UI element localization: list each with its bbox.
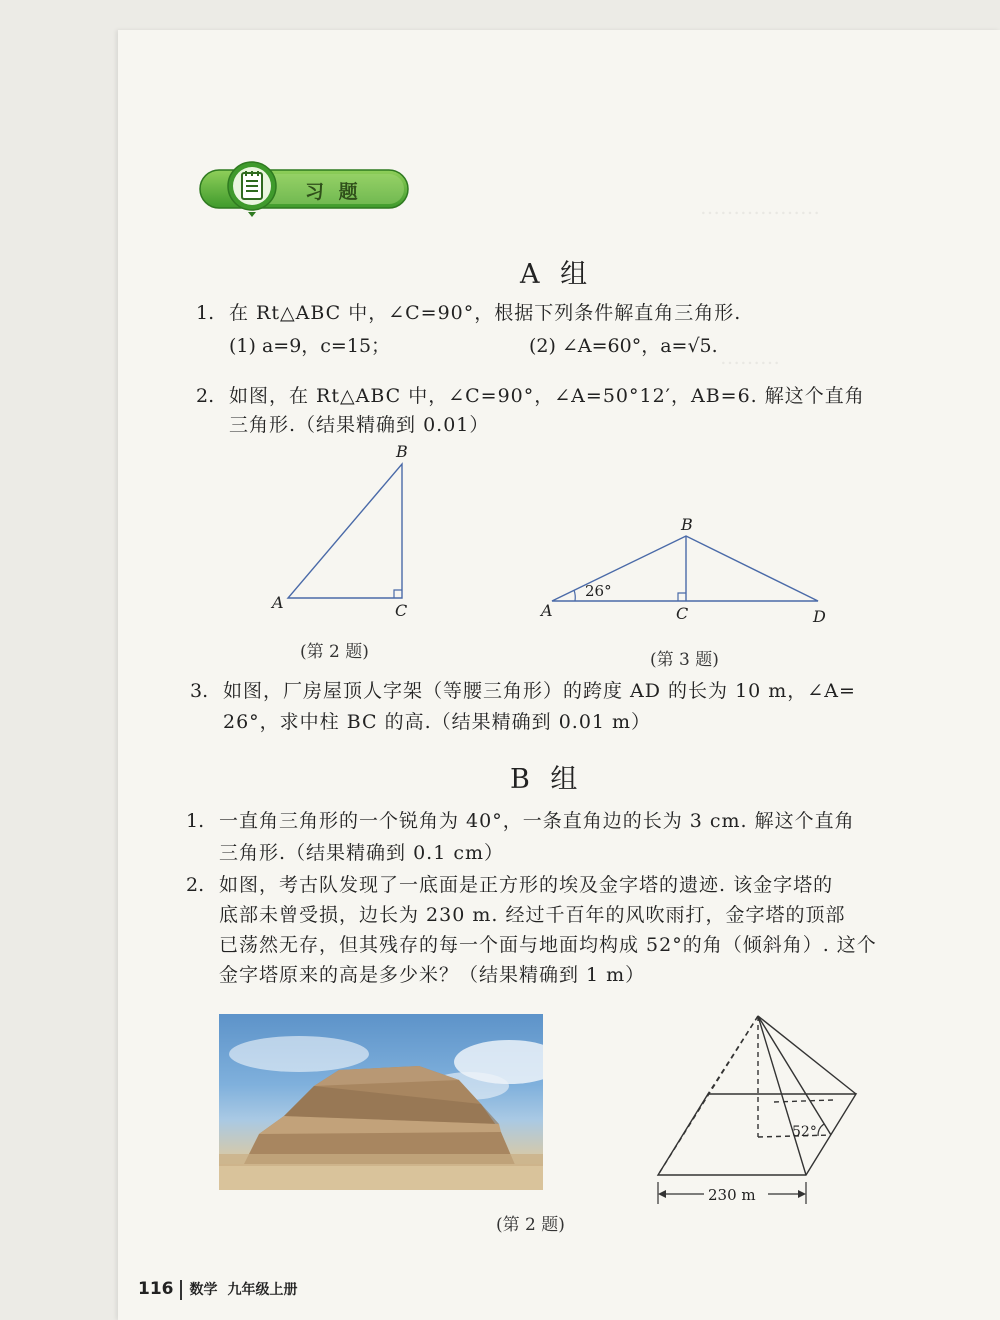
square-base xyxy=(658,1094,856,1175)
figure-2-caption: (第 2 题) xyxy=(300,642,369,662)
question-number: 2. xyxy=(186,874,205,896)
question-part-1: (1) a=9，c=15； xyxy=(229,335,391,357)
question-a3 xyxy=(190,676,910,740)
vertex-label-b: B xyxy=(681,515,693,534)
exercise-header-label: 习 题 xyxy=(305,181,362,203)
question-line-2: 26°，求中柱 BC 的高.（结果精确到 0.01 m） xyxy=(223,711,652,733)
show-through: ……………… xyxy=(700,195,820,219)
question-line-3: 已荡然无存，但其残存的每一个面与地面均构成 52°的角（倾斜角）. 这个 xyxy=(219,934,877,956)
question-number: 3. xyxy=(190,680,209,702)
right-edge xyxy=(758,1016,856,1094)
exercise-header-badge xyxy=(198,160,410,218)
right-angle-mark xyxy=(394,590,402,598)
notepad-icon xyxy=(242,171,262,199)
question-b2 xyxy=(186,870,906,1000)
question-b1 xyxy=(186,806,906,870)
angle-label: 52° xyxy=(792,1124,817,1140)
question-text: 在 Rt△ABC 中，∠C=90°，根据下列条件解直角三角形. xyxy=(229,302,742,324)
group-a-title: A 组 xyxy=(520,259,594,290)
vertex-label-b: B xyxy=(396,442,408,461)
slant-height xyxy=(758,1016,831,1135)
group-b-title: B 组 xyxy=(510,764,584,795)
vertex-label-a: A xyxy=(272,593,284,612)
arrow-right-icon xyxy=(798,1190,806,1198)
question-number: 1. xyxy=(196,302,215,324)
vertex-label-c: C xyxy=(676,604,689,623)
triangle-abc xyxy=(288,464,402,598)
show-through: ……… xyxy=(720,345,780,369)
page-footer xyxy=(138,1279,298,1300)
angle-label: 26° xyxy=(585,582,612,600)
question-number: 1. xyxy=(186,810,205,832)
grade-label: 九年级上册 xyxy=(227,1282,298,1298)
vertex-label-c: C xyxy=(395,601,408,620)
question-part-2: (2) ∠A=60°，a=√5. xyxy=(529,335,718,357)
page-number: 116 xyxy=(138,1279,174,1299)
figure-3-caption: (第 3 题) xyxy=(650,650,719,670)
vertex-label-a: A xyxy=(541,601,553,620)
question-line-2: 底部未曾受损，边长为 230 m. 经过千百年的风吹雨打，金字塔的顶部 xyxy=(219,904,846,926)
question-line-1: 一直角三角形的一个锐角为 40°，一条直角边的长为 3 cm. 解这个直角 xyxy=(219,810,855,832)
figure-3-roof-truss xyxy=(535,512,835,630)
angle-arc xyxy=(574,590,575,601)
question-a1 xyxy=(196,298,916,362)
figure-2-right-triangle xyxy=(260,440,430,625)
arrow-down-icon xyxy=(248,212,256,217)
vertex-label-d: D xyxy=(813,607,826,626)
question-a2 xyxy=(196,381,916,445)
question-line-1: 如图，考古队发现了一底面是正方形的埃及金字塔的遗迹. 该金字塔的 xyxy=(219,874,834,896)
right-angle-mark xyxy=(678,593,686,601)
question-line-2: 三角形.（结果精确到 0.1 cm） xyxy=(219,842,504,864)
front-edge xyxy=(758,1016,806,1175)
angle-arc xyxy=(818,1124,824,1136)
question-number: 2. xyxy=(196,385,215,407)
pyramid-photo xyxy=(219,1014,543,1190)
question-line-1: 如图，厂房屋顶人字架（等腰三角形）的跨度 AD 的长为 10 m，∠A= xyxy=(223,680,856,702)
book-title: 数学 xyxy=(189,1282,218,1298)
question-line-1: 如图，在 Rt△ABC 中，∠C=90°，∠A=50°12′，AB=6. 解这个直角 xyxy=(229,385,865,407)
footer-divider xyxy=(180,1280,182,1300)
base-length-label: 230 m xyxy=(708,1186,756,1204)
question-line-4: 金字塔原来的高是多少米？（结果精确到 1 m） xyxy=(219,964,646,986)
pyramid-geometry-figure xyxy=(648,1010,866,1208)
question-line-2: 三角形.（结果精确到 0.01） xyxy=(229,414,490,436)
figure-b2-caption: (第 2 题) xyxy=(496,1215,565,1235)
arrow-left-icon xyxy=(658,1190,666,1198)
